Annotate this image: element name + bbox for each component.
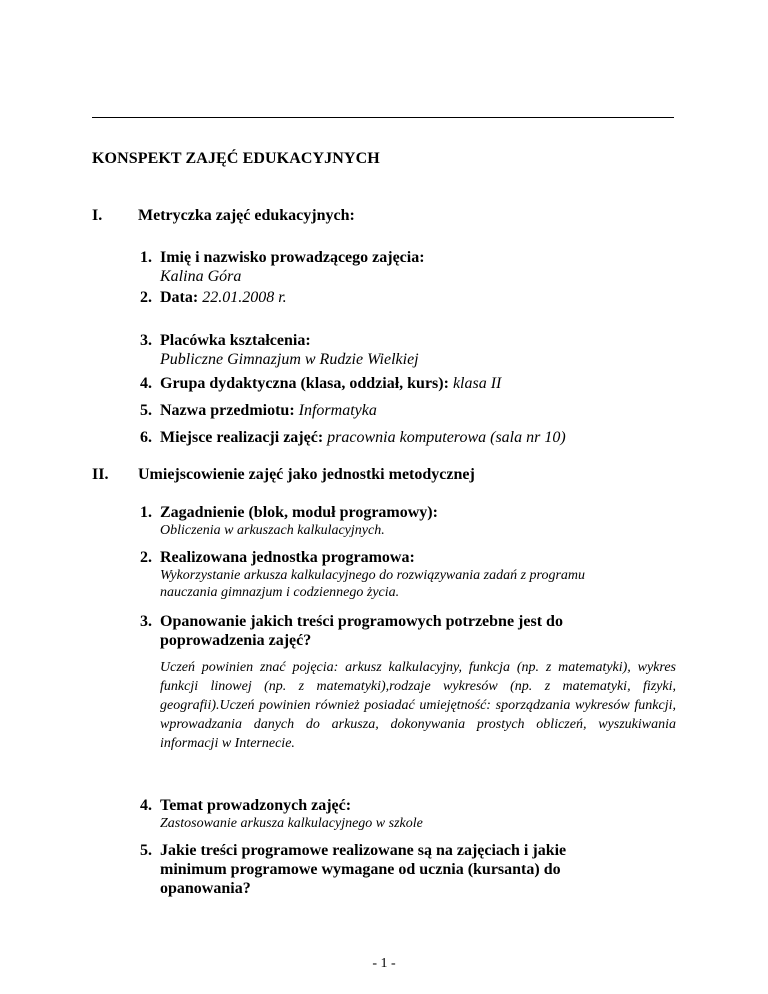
metryczka-item-3 bbox=[140, 331, 680, 369]
section-heading-2 bbox=[92, 466, 475, 484]
item-label-line-3: opanowania? bbox=[160, 880, 251, 897]
item-value-line-1: Wykorzystanie arkusza kalkulacyjnego do rozwiązywania zadań z programu bbox=[160, 568, 586, 583]
section-heading-1 bbox=[92, 207, 355, 225]
item-label: Data: bbox=[160, 289, 199, 306]
item-label: Placówka kształcenia: bbox=[160, 332, 311, 349]
item-number: 3. bbox=[140, 332, 152, 349]
metryczka-item-6 bbox=[140, 428, 680, 447]
item-number: 1. bbox=[140, 504, 152, 521]
metryczka-item-2 bbox=[140, 288, 680, 307]
item-value: Uczeń powinien znać pojęcia: arkusz kalkulacyjny, funkcja (np. z matematyki), wykres funkcji linowej (np. z matematyki),rodzaje wykresów (np. z matematyki, fizyki, geografii).Uczeń powinien również posiadać umiejętność: sporządzania wykresów funkcji, wprowadzania danych do arkusza, dokonywania prostych obliczeń, wyszukiwania informacji w Internecie. bbox=[160, 660, 676, 751]
item-label-line-1: Opanowanie jakich treści programowych potrzebne jest do bbox=[160, 613, 563, 630]
umiejscowienie-item-2 bbox=[140, 548, 680, 601]
umiejscowienie-item-4 bbox=[140, 796, 680, 832]
item-number: 2. bbox=[140, 549, 152, 566]
metryczka-item-4 bbox=[140, 374, 680, 393]
section-title: Umiejscowienie zajęć jako jednostki metodycznej bbox=[138, 466, 475, 483]
section-title: Metryczka zajęć edukacyjnych: bbox=[138, 207, 355, 224]
umiejscowienie-item-3 bbox=[140, 612, 680, 753]
item-label: Miejsce realizacji zajęć: bbox=[160, 429, 324, 446]
item-number: 3. bbox=[140, 613, 152, 630]
item-label: Nazwa przedmiotu: bbox=[160, 402, 295, 419]
item-value: Publiczne Gimnazjum w Rudzie Wielkiej bbox=[160, 351, 419, 368]
item-value: Zastosowanie arkusza kalkulacyjnego w szkole bbox=[160, 816, 423, 831]
item-number: 5. bbox=[140, 842, 152, 859]
item-value: 22.01.2008 r. bbox=[202, 289, 287, 306]
item-value-line-2: nauczania gimnazjum i codziennego życia. bbox=[160, 585, 400, 600]
item-number: 4. bbox=[140, 797, 152, 814]
item-label: Temat prowadzonych zajęć: bbox=[160, 797, 352, 814]
item-label-line-2: minimum programowe wymagane od ucznia (kursanta) do bbox=[160, 861, 561, 878]
item-label: Imię i nazwisko prowadzącego zajęcia: bbox=[160, 249, 425, 266]
metryczka-item-5 bbox=[140, 401, 680, 420]
item-label-line-2: poprowadzenia zajęć? bbox=[160, 632, 312, 649]
umiejscowienie-item-5 bbox=[140, 841, 680, 898]
section-number: I. bbox=[92, 207, 103, 224]
item-number: 5. bbox=[140, 402, 152, 419]
item-number: 2. bbox=[140, 289, 152, 306]
document-title: KONSPEKT ZAJĘĆ EDUKACYJNYCH bbox=[92, 150, 380, 167]
item-label: Zagadnienie (blok, moduł programowy): bbox=[160, 504, 438, 521]
page-number: - 1 - bbox=[372, 956, 396, 971]
item-value: Informatyka bbox=[298, 402, 377, 419]
item-value: klasa II bbox=[452, 375, 502, 392]
metryczka-item-1 bbox=[140, 248, 680, 286]
header-rule bbox=[92, 117, 674, 118]
item-label: Grupa dydaktyczna (klasa, oddział, kurs): bbox=[160, 375, 449, 392]
item-value: Kalina Góra bbox=[160, 268, 242, 285]
item-number: 4. bbox=[140, 375, 152, 392]
section-number: II. bbox=[92, 466, 109, 483]
item-number: 6. bbox=[140, 429, 152, 446]
item-value: Obliczenia w arkuszach kalkulacyjnych. bbox=[160, 523, 385, 538]
item-number: 1. bbox=[140, 249, 152, 266]
umiejscowienie-item-1 bbox=[140, 503, 680, 539]
item-label: Realizowana jednostka programowa: bbox=[160, 549, 415, 566]
item-value: pracownia komputerowa (sala nr 10) bbox=[327, 429, 566, 446]
item-label-line-1: Jakie treści programowe realizowane są na zajęciach i jakie bbox=[160, 842, 567, 859]
